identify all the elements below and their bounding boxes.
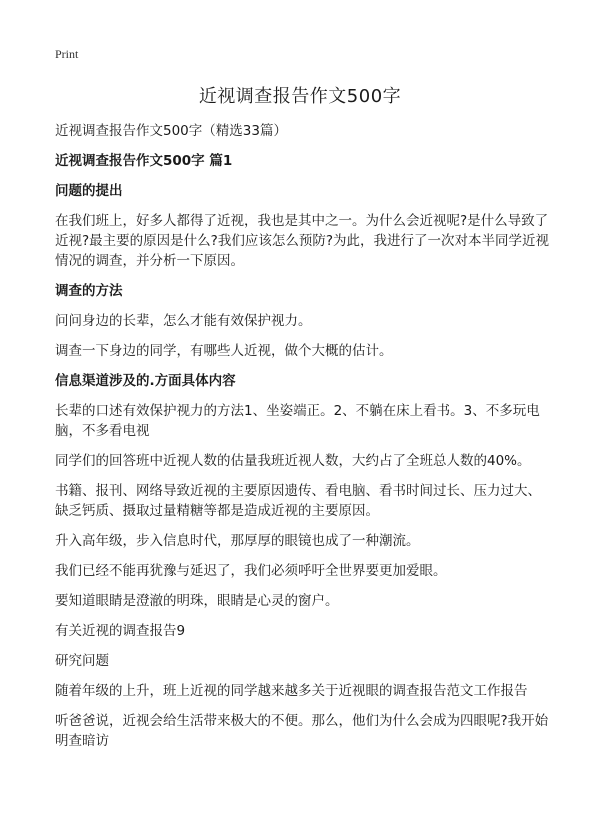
section-heading-problem: 问题的提出 bbox=[55, 183, 123, 199]
page-title: 近视调查报告作文500字 bbox=[198, 86, 402, 107]
section-heading-info: 信息渠道涉及的.方面具体内容 bbox=[55, 373, 236, 389]
paragraph-info-2: 同学们的回答班中近视人数的估量我班近视人数，大约占了全班总人数的40%。 bbox=[55, 453, 531, 469]
paragraph-info-1: 长辈的口述有效保护视力的方法1、坐姿端正。2、不躺在床上看书。3、不多玩电脑，不多看电视 bbox=[55, 403, 540, 439]
paragraph-info-4: 升入高年级，步入信息时代，那厚厚的眼镜也成了一种潮流。 bbox=[55, 533, 420, 549]
paragraph-info-5: 我们已经不能再犹豫与延迟了，我们必须呼吁全世界要更加爱眼。 bbox=[55, 563, 447, 579]
paragraph-method-1: 问问身边的长辈，怎么才能有效保护视力。 bbox=[55, 313, 312, 329]
paragraph-research-1: 随着年级的上升，班上近视的同学越来越多关于近视眼的调查报告范文工作报告 bbox=[55, 683, 528, 699]
paragraph-info-3: 书籍、报刊、网络导致近视的主要原因遗传、看电脑、看书时间过长、压力过大、缺乏钙质、摄取过量精糖等都是造成近视的主要原因。 bbox=[55, 483, 541, 519]
paragraph-method-2: 调查一下身边的同学，有哪些人近视，做个大概的估计。 bbox=[55, 343, 393, 359]
print-link[interactable]: Print bbox=[55, 47, 79, 61]
paragraph-research-question: 研究问题 bbox=[55, 653, 109, 669]
section-heading-method: 调查的方法 bbox=[55, 283, 123, 299]
section-heading-article-1: 近视调查报告作文500字 篇1 bbox=[55, 153, 233, 169]
paragraph-research-2: 听爸爸说，近视会给生活带来极大的不便。那么，他们为什么会成为四眼呢?我开始明查暗访 bbox=[55, 713, 549, 749]
paragraph-problem: 在我们班上，好多人都得了近视，我也是其中之一。为什么会近视呢?是什么导致了近视?最主要的原因是什么?我们应该怎么预防?为此，我进行了一次对本半同学近视情况的调查，并分析一下原因。 bbox=[55, 213, 549, 269]
document-body bbox=[55, 121, 550, 761]
paragraph-report-title: 有关近视的调查报告9 bbox=[55, 623, 186, 639]
subtitle-paragraph: 近视调查报告作文500字（精选33篇） bbox=[55, 123, 287, 139]
paragraph-info-6: 要知道眼睛是澄澈的明珠，眼睛是心灵的窗户。 bbox=[55, 593, 339, 609]
